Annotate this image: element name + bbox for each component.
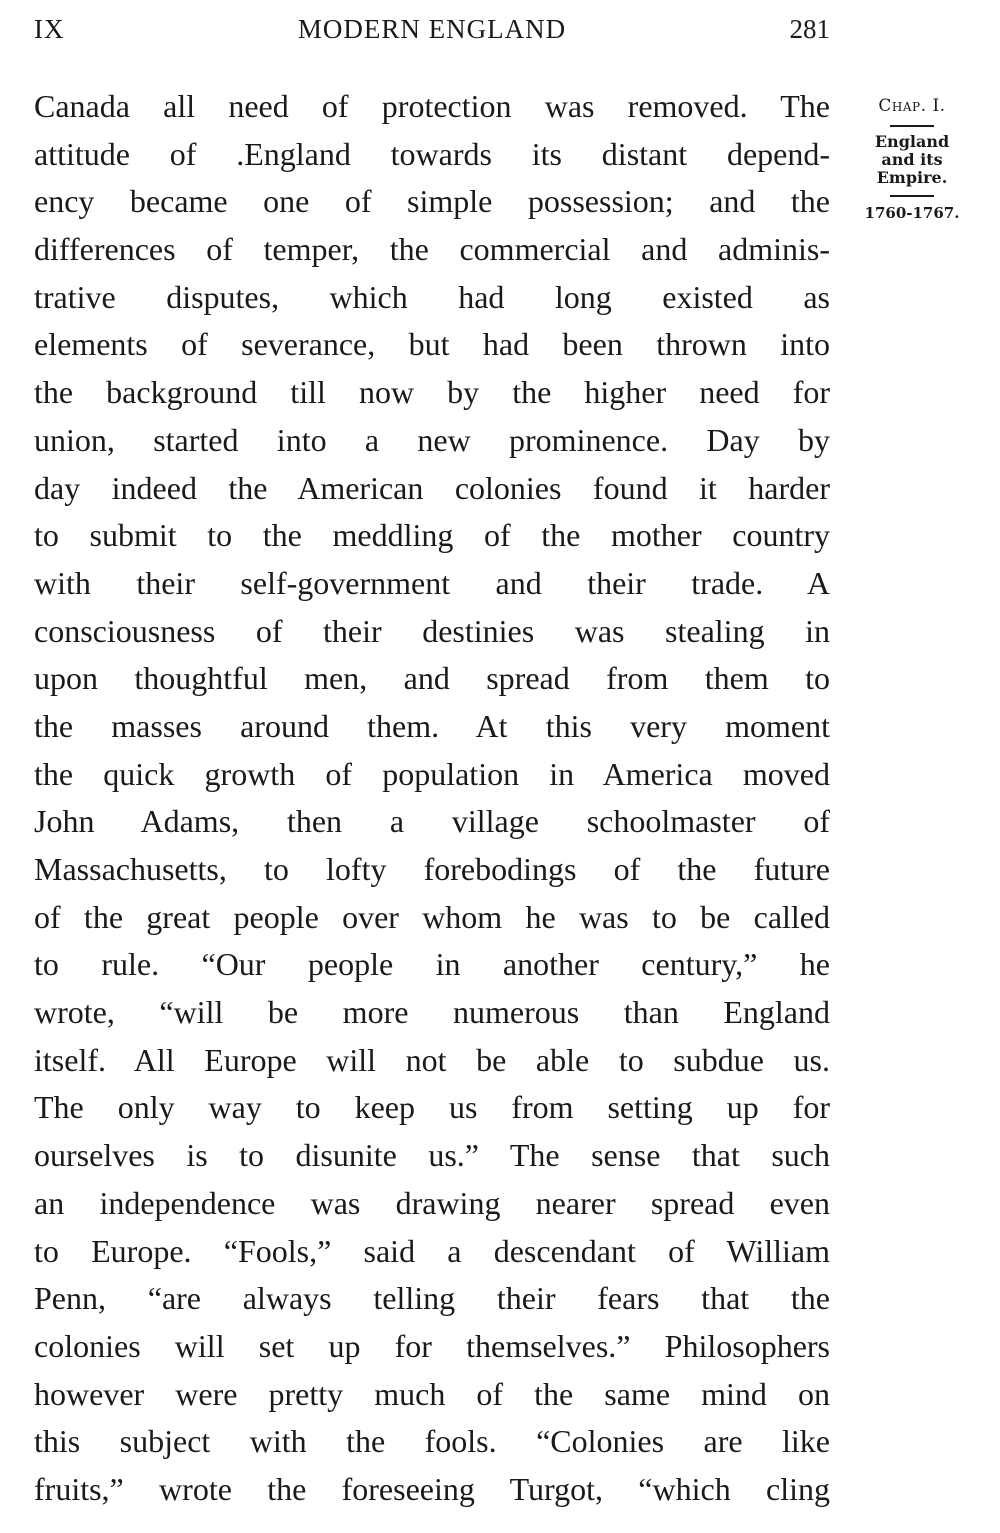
margin-divider <box>890 195 934 197</box>
text-line: upon thoughtful men, and spread from them to <box>34 660 830 697</box>
margin-chapter-label: Chap. I. <box>878 96 946 116</box>
text-line: however were pretty much of the same mind on <box>34 1375 830 1412</box>
text-line: Penn, “are always telling their fears that the <box>34 1280 830 1317</box>
text-line: ency became one of simple possession; and the <box>34 183 830 220</box>
margin-topic-line: and its <box>881 150 943 169</box>
running-head <box>34 14 830 50</box>
text-line: differences of temper, the commercial and adminis- <box>34 231 830 268</box>
text-line: Massachusetts, to lofty forebodings of the future <box>34 851 830 887</box>
text-line: to rule. “Our people in another century,” he <box>34 946 830 983</box>
text-line: Canada all need of protection was removed. The <box>34 88 830 124</box>
margin-topic-line: Empire. <box>876 168 948 187</box>
page-number: 281 <box>789 14 830 44</box>
margin-divider <box>890 125 934 127</box>
text-line: the masses around them. At this very moment <box>34 707 830 744</box>
text-line: John Adams, then a village schoolmaster of <box>34 803 830 840</box>
text-line: itself. All Europe will not be able to subdue us. <box>34 1041 830 1078</box>
book-title: MODERN ENGLAND <box>297 14 567 44</box>
text-line: of the great people over whom he was to be called <box>34 898 830 935</box>
margin-topic-line: England <box>874 132 950 151</box>
chapter-numeral: IX <box>34 14 65 44</box>
text-line: colonies will set up for themselves.” Philosophers <box>34 1327 830 1364</box>
text-line: elements of severance, but had been thrown into <box>34 326 830 363</box>
text-line: an independence was drawing nearer spread even <box>34 1184 830 1221</box>
text-line: this subject with the fools. “Colonies are like <box>34 1423 830 1460</box>
margin-date-range: 1760-1767. <box>864 204 960 222</box>
text-line: to Europe. “Fools,” said a descendant of William <box>34 1232 830 1269</box>
margin-note <box>852 95 972 223</box>
text-line: The only way to keep us from setting up for <box>34 1089 830 1126</box>
text-line: the quick growth of population in America moved <box>34 755 830 792</box>
text-line: ourselves is to disunite us.” The sense that such <box>34 1137 830 1174</box>
text-line: wrote, “will be more numerous than England <box>34 994 830 1031</box>
text-line: consciousness of their destinies was stealing in <box>34 612 830 649</box>
text-line: union, started into a new prominence. Day by <box>34 421 830 458</box>
text-line: trative disputes, which had long existed as <box>34 278 830 315</box>
text-line: with their self-government and their trade. A <box>34 564 830 601</box>
text-line: attitude of .England towards its distant depend- <box>34 135 830 172</box>
text-line: the background till now by the higher need for <box>34 374 830 411</box>
text-line: day indeed the American colonies found it harder <box>34 469 830 506</box>
body-text <box>34 83 830 1514</box>
text-line: fruits,” wrote the foreseeing Turgot, “which cling <box>34 1470 830 1507</box>
text-line: to submit to the meddling of the mother country <box>34 517 830 554</box>
